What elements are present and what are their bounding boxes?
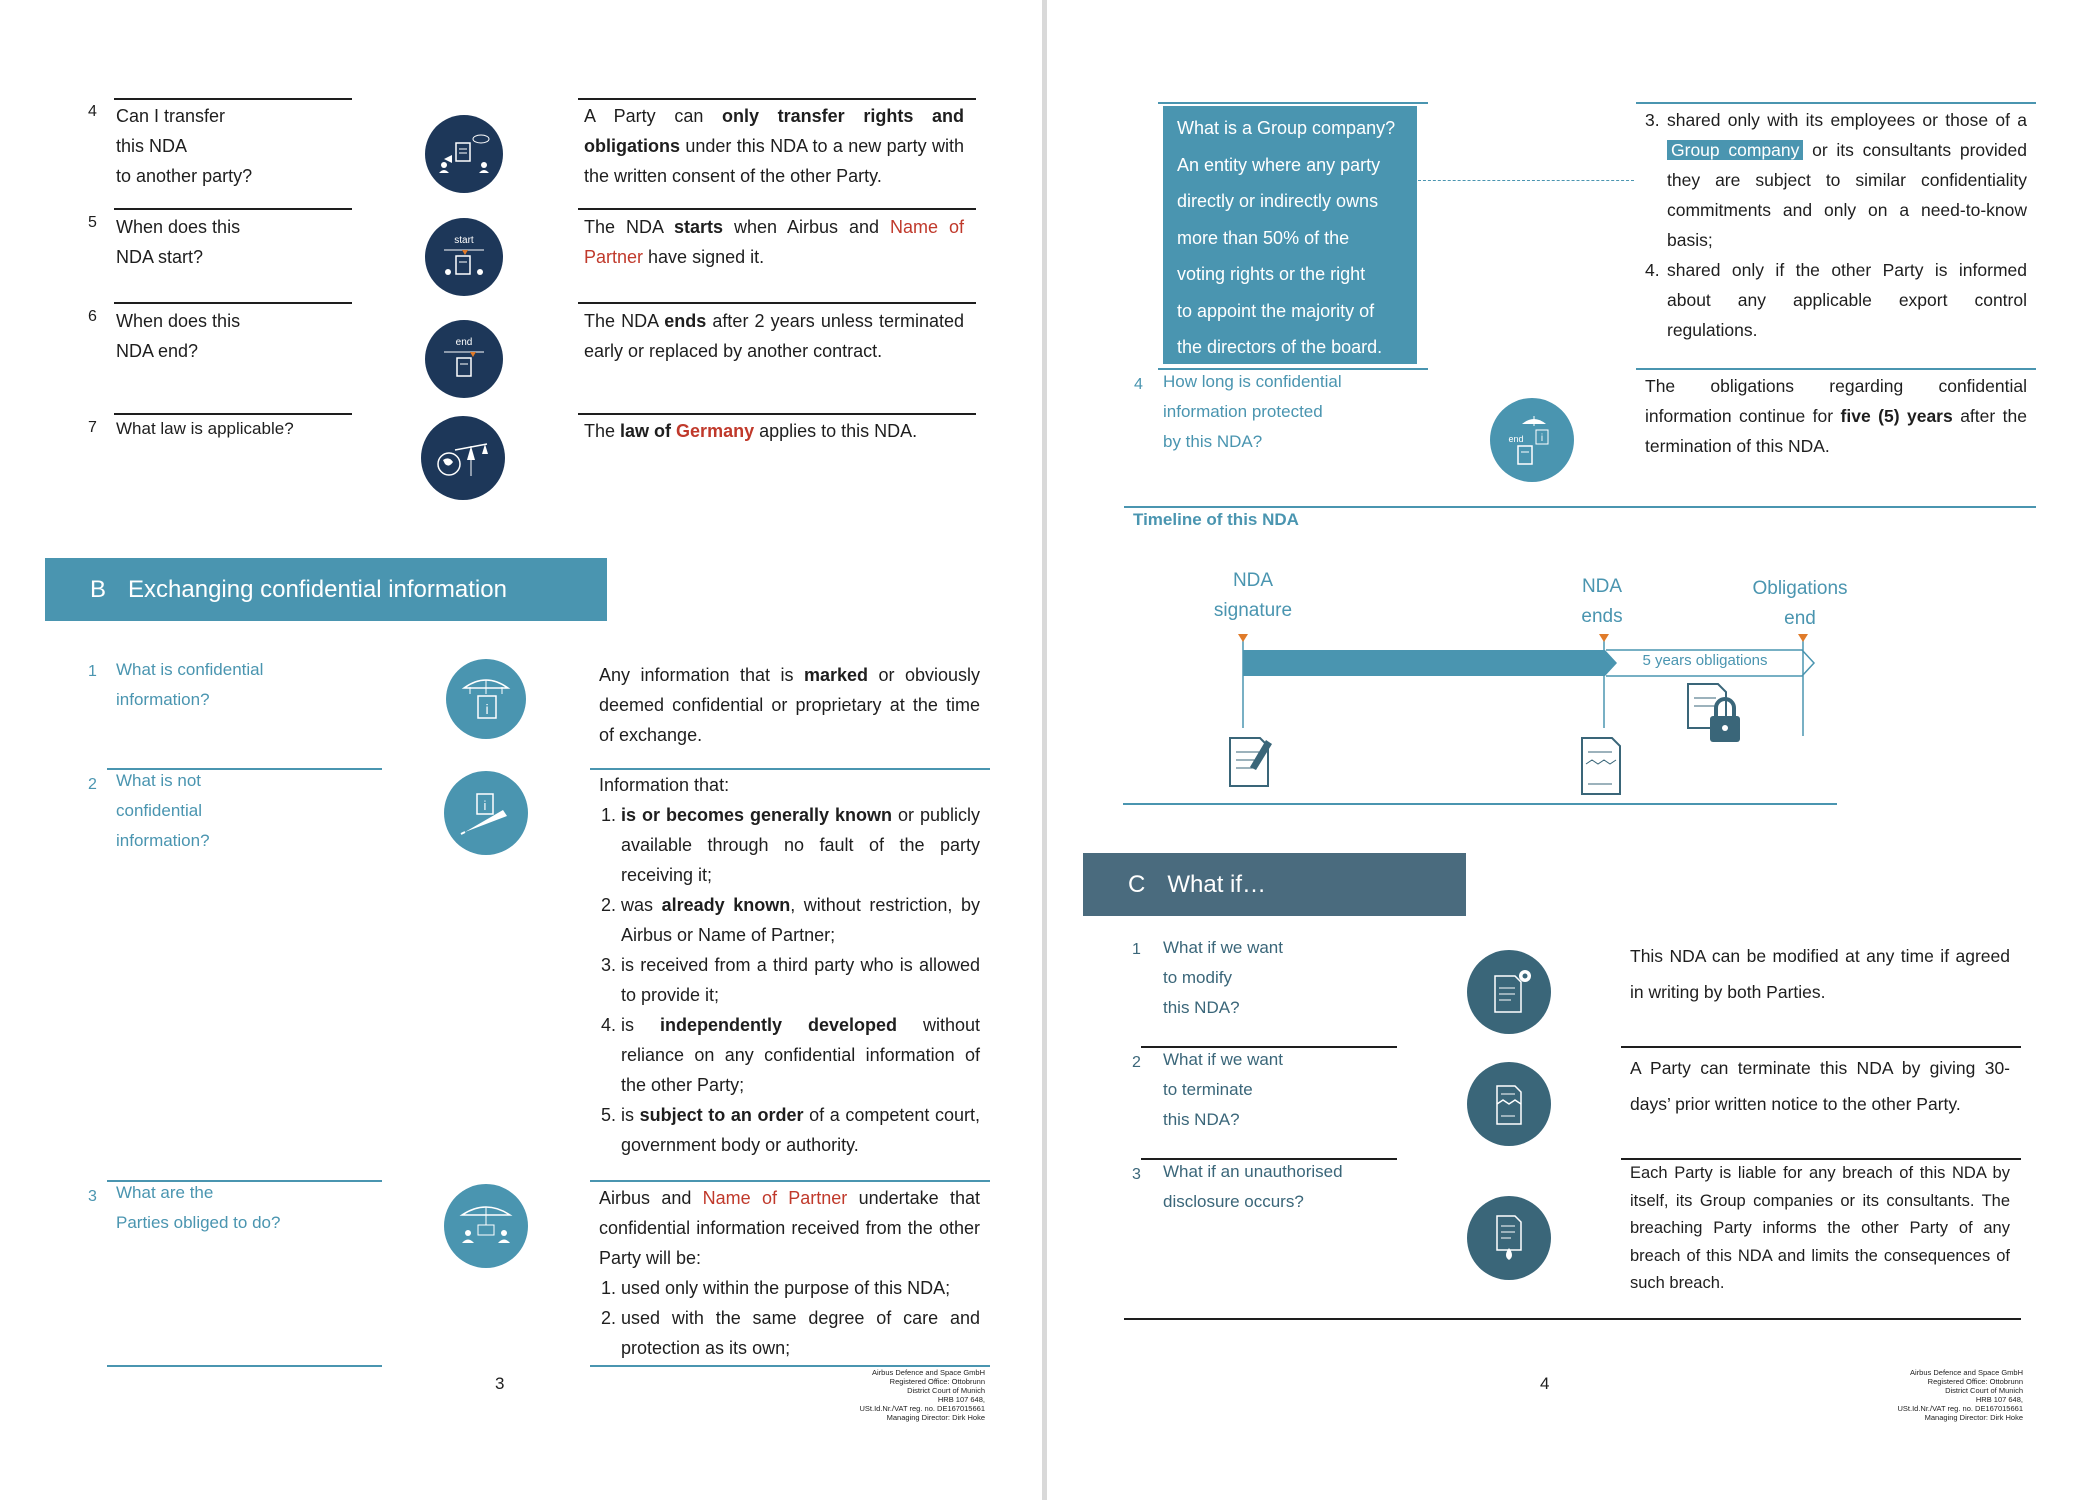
definition-line: An entity where any party [1177,154,1381,175]
question-line: How long is confidential [1163,372,1342,391]
question-line: What if we want [1163,1050,1283,1069]
question-what-is-not-confidential [116,766,210,856]
divider [114,208,352,210]
question-line: this NDA [116,136,188,156]
question-line: Parties obliged to do? [116,1213,281,1232]
item-number: 4 [1134,376,1143,393]
item-number: 3 [1132,1166,1141,1183]
question-line: information? [116,690,210,709]
answer-end: The NDA ends after 2 years unless terminated early or replaced by another contract. [584,311,965,361]
divider [578,98,976,100]
page-divider [1042,0,1047,1500]
question-line: to another party? [116,166,253,186]
answer-what-is-confidential: Any information that is marked or obviously deemed confidential or proprietary at the time of exchange. [599,665,980,745]
icon-label: end [1508,434,1524,444]
document-gear-icon [1467,950,1551,1034]
question-line: What if we want [1163,938,1283,957]
item-number: 2 [1132,1054,1141,1071]
closed-umbrella-info-icon [444,771,528,855]
answer-transfer: A Party can only transfer rights and obligations under this NDA to a new party with the written consent of the other Party. [584,106,964,186]
answer-intro: Information that: [599,775,730,795]
answer-parties-obliged: Airbus and Name of Partner undertake that confidential information received from the other Party will be: 1. used only within the purpose of this NDA; 2. used with the same degree of care and protection as its own; [599,1183,980,1363]
leaking-document-icon [1467,1196,1551,1280]
item-number: 2 [88,776,97,793]
timeline-marker [1238,634,1248,642]
list-item: 4. shared only if the other Party is informed about any applicable export control regulations. [1645,260,2027,340]
question-line: this NDA? [1163,1110,1240,1129]
question-line: What is not [116,771,202,790]
definition-line: the directors of the board. [1177,337,1383,357]
section-c-header [1083,853,1466,916]
locked-document-icon [1688,684,1740,742]
question-line: disclosure occurs? [1163,1192,1304,1211]
scales-globe-icon [421,416,505,500]
item-number: 1 [1132,941,1141,958]
end-icon [425,320,503,398]
divider [1636,368,2036,370]
divider [590,1180,990,1182]
question-transfer [116,101,252,191]
list-item: 2. used with the same degree of care and protection as its own; [621,1303,980,1363]
question-line: Can I transfer [116,106,226,126]
timeline-label-obligations: Obligations end [1752,578,1848,629]
divider [1124,506,2036,508]
question-modify [1163,933,1283,1023]
definition-line: voting rights or the right [1177,264,1366,284]
question-what-is-confidential [116,655,263,715]
question-line: What law is applicable? [116,419,294,438]
continued-obligations-list [1645,105,2027,345]
question-line: What is confidential [116,660,264,679]
list-item: 5. is subject to an order of a competent court, government body or authority. [621,1100,980,1160]
question-unauthorised-disclosure [1163,1157,1343,1217]
transfer-icon [425,115,503,193]
answer-terminate: A Party can terminate this NDA by giving 30-days’ prior written notice to the other Party. [1630,1058,2010,1114]
list-item: 1. is or becomes generally known or publicly available through no fault of the party receiving it; [621,800,980,890]
item-number: 1 [88,663,97,680]
item-number: 3 [88,1188,97,1205]
question-line: confidential [116,801,203,820]
answer-unauthorised-disclosure: Each Party is liable for any breach of this NDA by itself, its Group companies or its consultants. The breaching Party informs the other Party of any breach of this NDA and limits the consequences of such breach. [1630,1164,2010,1292]
section-title: Exchanging confidential information [128,575,507,603]
page-number: 3 [495,1374,505,1393]
question-end [116,306,240,366]
umbrella-parties-icon [444,1184,528,1268]
question-line: by this NDA? [1163,432,1263,451]
timeline-nda-bar [1243,650,1605,676]
definition-line: What is a Group company? [1177,118,1396,138]
umbrella-info-icon [446,659,526,739]
question-terminate [1163,1045,1283,1135]
question-line: this NDA? [1163,998,1240,1017]
timeline-label-signature: NDA signature [1213,570,1293,621]
divider [114,302,352,304]
group-company-definition [1163,106,1417,364]
torn-document-icon [1467,1062,1551,1146]
icon-label: end [455,336,473,348]
list-item: 3. is received from a third party who is allowed to provide it; [621,950,980,1010]
question-line: What are the [116,1183,214,1202]
question-parties-obliged [116,1178,280,1238]
question-law [116,414,294,444]
section-letter: C [1128,870,1146,898]
answer-start: The NDA starts when Airbus and Name of Partner have signed it. [584,217,964,267]
question-line: information protected [1163,402,1323,421]
divider [114,98,352,100]
answer-how-long-protected: The obligations regarding confidential information continue for five (5) years after the termination of this NDA. [1645,376,2027,456]
page-number: 4 [1540,1374,1550,1393]
section-title: What if… [1167,870,1267,898]
item-number: 4 [88,103,97,120]
start-icon [425,218,503,296]
timeline-bar-label: 5 years obligations [1642,652,1768,669]
question-start [116,212,240,272]
svg-text:i: i [485,701,489,717]
question-line: NDA start? [116,247,204,267]
divider [1636,102,2036,104]
list-item: 3. shared only with its employees or those of a Group company or its consultants provided they are subject to similar confidentiality commitments and only on a need-to-know basis; [1645,110,2027,250]
definition-line: directly or indirectly owns [1177,191,1379,211]
list-item: 2. was already known, without restriction, by Airbus or Name of Partner; [621,890,980,950]
list-item: 4. is independently developed without reliance on any confidential information of the other Party; [621,1010,980,1100]
divider [578,208,976,210]
question-line: What if an unauthorised [1163,1162,1343,1181]
question-line: to modify [1163,968,1232,987]
divider [578,302,976,304]
timeline-label-ends: NDA ends [1581,576,1623,627]
divider [1621,1046,2021,1048]
definition-line: to appoint the majority of [1177,300,1375,321]
question-how-long-protected [1163,367,1342,457]
answer-what-is-not-confidential [599,770,980,1160]
item-number: 5 [88,214,97,231]
divider [1158,102,1428,104]
company-footer: Airbus Defence and Space GmbH Registered Office: Ottobrunn District Court of Munich HRB 107 648, USt.Id.Nr./VAT reg. no. DE167015661 Managing Director: Dirk Hoke [859,1368,985,1422]
divider [578,413,976,415]
definition-line: more than 50% of the [1177,227,1350,248]
question-line: to terminate [1163,1080,1253,1099]
timeline-marker [1599,634,1609,642]
question-line: When does this [116,311,241,331]
connector-line [1418,180,1634,181]
timeline-title: Timeline of this NDA [1133,510,1299,529]
icon-label: start [454,234,474,246]
timeline-marker [1798,634,1808,642]
group-company-highlight: Group company [1667,140,1803,160]
company-footer: Airbus Defence and Space GmbH Registered Office: Ottobrunn District Court of Munich HRB 107 648, USt.Id.Nr./VAT reg. no. DE167015661 Managing Director: Dirk Hoke [1897,1368,2023,1422]
divider [1124,1318,2021,1320]
section-b-header [45,558,607,621]
divider [590,1365,990,1367]
question-line: information? [116,831,210,850]
answer-modify: This NDA can be modified at any time if agreed in writing by both Parties. [1630,946,2010,1002]
item-number: 6 [88,308,97,325]
item-number: 7 [88,419,97,436]
signed-document-icon [1230,738,1272,786]
question-line: When does this [116,217,241,237]
list-item: 1. used only within the purpose of this NDA; [621,1273,980,1303]
svg-text:i: i [483,798,487,813]
svg-text:i: i [1540,433,1544,444]
divider [107,1365,382,1367]
terminated-document-icon [1582,738,1620,794]
answer-law: The law of Germany applies to this NDA. [584,421,918,441]
question-line: NDA end? [116,341,199,361]
section-letter: B [90,575,107,603]
umbrella-end-icon [1490,398,1574,482]
